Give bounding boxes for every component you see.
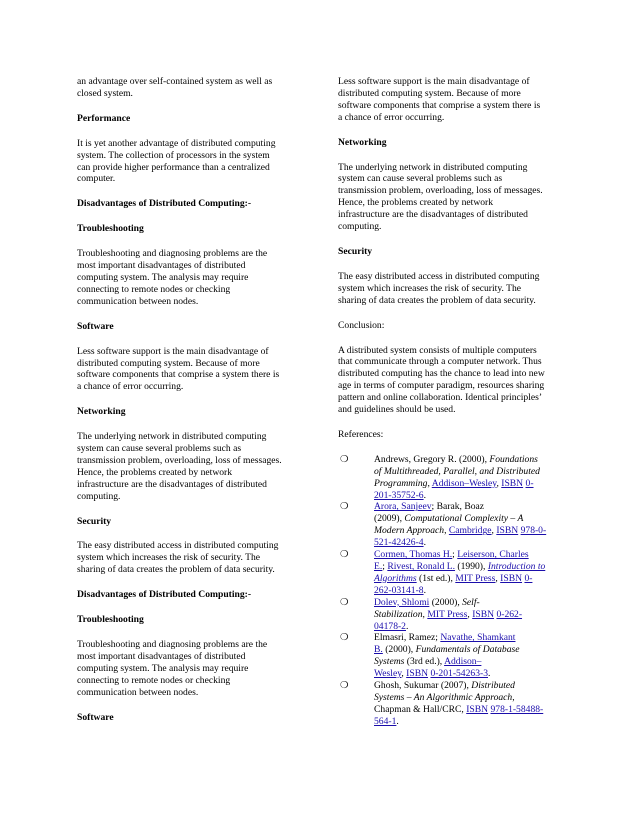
section-heading-troubleshooting: Troubleshooting <box>77 223 144 235</box>
reference-text: , <box>422 608 428 620</box>
reference-title: Foundations <box>489 453 538 465</box>
left-intro <box>77 76 309 100</box>
reference-link[interactable]: ISBN <box>466 703 489 715</box>
section-heading-software: Software <box>77 711 114 723</box>
text-line: infrastructure are the disadvantages of distributed <box>338 209 528 221</box>
reference-title: Systems – An Algorithmic Approach <box>374 691 513 703</box>
text-line: system which increases the risk of security. The <box>77 552 261 564</box>
reference-link[interactable]: 201-35752-6 <box>374 489 424 501</box>
section-heading-networking: Networking <box>77 406 126 418</box>
reference-title: Computational Complexity – A <box>404 513 524 525</box>
text-line: that communicate through a computer network. Thus <box>338 356 542 368</box>
reference-link[interactable]: Rivest, Ronald L. <box>387 561 456 572</box>
reference-line <box>374 454 570 466</box>
reference-link[interactable]: ISBN <box>406 668 429 680</box>
text-line: Hence, the problems created by network <box>338 197 494 209</box>
section-paragraph <box>77 138 309 186</box>
reference-line <box>374 656 570 668</box>
conclusion-label: Conclusion: <box>338 319 385 331</box>
reference-line <box>374 478 570 490</box>
reference-text: , <box>495 572 501 584</box>
reference-title: Modern Approach <box>374 525 445 537</box>
reference-line <box>374 704 570 716</box>
reference-link[interactable]: 978-1-58488- <box>490 703 544 715</box>
reference-line <box>374 692 570 704</box>
reference-text: (1990), <box>455 561 488 572</box>
reference-text: . <box>405 620 409 632</box>
reference-text: ; <box>382 561 388 572</box>
conclusion-paragraph <box>338 345 570 416</box>
reference-line <box>374 501 570 513</box>
reference-link[interactable]: 0-201-54263-3 <box>430 668 488 680</box>
reference-item <box>338 597 570 633</box>
text-line: system can cause several problems such as <box>338 173 503 185</box>
reference-link[interactable]: ISBN <box>500 572 523 584</box>
text-line: connecting to remote nodes or checking <box>77 283 231 295</box>
reference-line <box>374 585 570 597</box>
reference-link[interactable]: E. <box>374 561 383 572</box>
reference-text: Chapman & Hall/CRC, <box>374 703 467 715</box>
text-line: an advantage over self-contained system as well as <box>77 76 273 87</box>
text-line: computing system. The analysis may require <box>77 662 249 674</box>
reference-link[interactable]: Wesley <box>374 668 402 680</box>
reference-link[interactable]: Cambridge <box>448 525 492 537</box>
reference-link[interactable]: B. <box>374 644 383 656</box>
text-line: a chance of error occurring. <box>338 111 445 123</box>
reference-text: . <box>396 715 399 727</box>
text-line: computer. <box>77 173 116 185</box>
reference-text: ; <box>452 549 458 561</box>
reference-text: , <box>491 525 497 537</box>
reference-line <box>374 466 570 478</box>
reference-item <box>338 632 570 680</box>
section-paragraph <box>77 540 309 576</box>
reference-line <box>374 680 570 692</box>
reference-link[interactable]: Introduction to <box>487 561 546 572</box>
section-paragraph <box>338 162 570 233</box>
text-line: Troubleshooting and diagnosing problems are the <box>77 248 268 260</box>
reference-line <box>374 632 570 644</box>
text-line: transmission problem, overloading, loss of messages. <box>77 454 282 466</box>
section-paragraph <box>338 271 570 307</box>
reference-line <box>374 537 570 549</box>
right-column <box>338 76 570 728</box>
reference-link[interactable]: 0- <box>525 477 534 489</box>
reference-line <box>374 621 570 633</box>
reference-line <box>374 525 570 537</box>
reference-text: , <box>401 668 407 680</box>
text-line: distributed computing system. Because of more <box>338 87 521 99</box>
reference-text: (3rd ed.), <box>404 656 445 668</box>
text-line: closed system. <box>77 87 133 99</box>
text-line: distributed computing system. Because of more <box>77 357 260 369</box>
section-heading-troubleshooting: Troubleshooting <box>77 614 144 626</box>
reference-title: Systems <box>374 656 405 668</box>
reference-text: Elmasri, Ramez; <box>374 632 441 644</box>
right-sections <box>338 137 570 307</box>
text-line: computing. <box>77 490 121 502</box>
reference-link[interactable]: 262-03141-8 <box>374 584 424 596</box>
reference-title: of Multithreaded, Parallel, and Distributed <box>374 465 540 477</box>
reference-item <box>338 454 570 502</box>
references-list <box>338 454 570 728</box>
section-heading-disadvantages-of-distributed-computing: Disadvantages of Distributed Computing:- <box>77 589 252 601</box>
bullet-circle-icon: ❍ <box>340 501 349 513</box>
text-line: most important disadvantages of distributed <box>77 260 246 272</box>
reference-link[interactable]: 04178-2 <box>374 620 406 632</box>
text-line: sharing of data creates the problem of data security. <box>338 294 536 306</box>
text-line: sharing of data creates the problem of data security. <box>77 564 275 576</box>
reference-line <box>374 561 570 573</box>
left-sections <box>77 113 309 724</box>
text-line: Less software support is the main disadvantage of <box>338 76 530 87</box>
text-line: It is yet another advantage of distributed computing <box>77 137 276 149</box>
section-heading-security: Security <box>77 515 112 527</box>
text-line: software components that comprise a system there is <box>77 369 280 381</box>
reference-item <box>338 680 570 728</box>
left-column <box>77 76 309 736</box>
reference-text: , <box>444 525 449 537</box>
reference-link[interactable]: ISBN <box>472 608 495 620</box>
text-line: system can cause several problems such as <box>77 443 242 455</box>
reference-link[interactable]: MIT Press <box>455 572 496 584</box>
section-paragraph <box>77 248 309 308</box>
section-paragraph <box>77 639 309 699</box>
reference-text: , <box>512 691 515 703</box>
reference-line <box>374 644 570 656</box>
bullet-circle-icon: ❍ <box>340 632 349 644</box>
reference-text: ; Barak, Boaz <box>431 501 485 513</box>
reference-text: . <box>488 668 491 680</box>
text-line: Hence, the problems created by network <box>77 466 233 478</box>
reference-link[interactable]: Cormen, Thomas H. <box>374 549 453 561</box>
text-line: computing system. The analysis may require <box>77 271 249 283</box>
reference-link[interactable]: Addison–Wesley <box>431 477 497 489</box>
text-line: infrastructure are the disadvantages of distributed <box>77 478 267 490</box>
text-line: connecting to remote nodes or checking <box>77 674 231 686</box>
reference-line <box>374 609 570 621</box>
reference-title: Distributed <box>471 680 515 692</box>
bullet-circle-icon: ❍ <box>340 596 349 608</box>
reference-item <box>338 501 570 549</box>
reference-line <box>374 716 570 728</box>
reference-text: , <box>467 608 473 620</box>
reference-item <box>338 549 570 597</box>
reference-link[interactable]: Navathe, Shamkant <box>440 632 516 644</box>
bullet-circle-icon: ❍ <box>340 549 349 561</box>
reference-link[interactable]: ISBN <box>501 477 524 489</box>
reference-link[interactable]: 521-42426-4 <box>374 537 424 549</box>
reference-text: . <box>423 584 426 596</box>
reference-title: Stabilization <box>374 608 423 620</box>
section-heading-disadvantages-of-distributed-computing: Disadvantages of Distributed Computing:- <box>77 198 252 210</box>
section-heading-networking: Networking <box>338 136 387 148</box>
section-heading-software: Software <box>77 320 114 332</box>
reference-link[interactable]: 978-0- <box>520 525 547 537</box>
bullet-circle-icon: ❍ <box>340 453 349 465</box>
reference-text: Andrews, Gregory R. (2000), <box>374 453 490 465</box>
reference-line <box>374 549 570 561</box>
reference-line <box>374 573 570 585</box>
reference-text: (2000), <box>429 596 463 608</box>
section-heading-security: Security <box>338 245 373 257</box>
reference-line <box>374 668 570 680</box>
reference-link[interactable]: ISBN <box>496 525 519 537</box>
text-line: distributed computing has the chance to lead into new <box>338 368 545 380</box>
section-heading-performance: Performance <box>77 112 131 124</box>
reference-text: Ghosh, Sukumar (2007), <box>374 680 472 692</box>
bullet-circle-icon: ❍ <box>340 680 349 692</box>
reference-link[interactable]: MIT Press <box>427 608 468 620</box>
reference-link[interactable]: 0-262- <box>496 608 523 620</box>
reference-text: (2009), <box>374 513 405 525</box>
text-line: system. The collection of processors in the system <box>77 149 270 161</box>
reference-link[interactable]: 0- <box>524 572 533 584</box>
section-paragraph <box>77 346 309 394</box>
references-label: References: <box>338 428 384 440</box>
text-line: most important disadvantages of distributed <box>77 650 246 662</box>
text-line: communication between nodes. <box>77 686 199 698</box>
reference-link[interactable]: 564-1 <box>374 715 397 727</box>
reference-text: , <box>427 477 432 489</box>
text-line: age in terms of computer paradigm, resources sharing <box>338 380 545 392</box>
text-line: can provide higher performance than a centralized <box>77 161 270 173</box>
text-line: The underlying network in distributed computing <box>338 161 528 173</box>
reference-line <box>374 597 570 609</box>
reference-line <box>374 513 570 525</box>
text-line: The underlying network in distributed computing <box>77 431 267 443</box>
reference-link[interactable]: Addison– <box>444 656 482 668</box>
text-line: Less software support is the main disadvantage of <box>77 345 269 357</box>
text-line: Troubleshooting and diagnosing problems are the <box>77 639 268 650</box>
reference-link[interactable]: Arora, Sanjeev <box>374 501 432 513</box>
text-line: software components that comprise a system there is <box>338 99 541 111</box>
text-line: The easy distributed access in distributed computing <box>77 540 279 552</box>
reference-text: . <box>423 489 426 501</box>
right-intro <box>338 76 570 124</box>
text-line: computing. <box>338 221 382 233</box>
reference-text: (1st ed.), <box>416 572 456 584</box>
reference-line <box>374 490 570 502</box>
reference-title: Fundamentals of Database <box>415 644 520 656</box>
text-line: pattern and online collaboration. Identical principles’ <box>338 392 543 404</box>
reference-link[interactable]: Algorithms <box>374 572 417 584</box>
text-line: system which increases the risk of security. The <box>338 282 522 294</box>
reference-title: Programming <box>374 477 428 489</box>
section-paragraph <box>77 431 309 502</box>
reference-text: (2000), <box>382 644 416 656</box>
reference-link[interactable]: Dolev, Shlomi <box>374 596 430 608</box>
text-line: A distributed system consists of multiple computers <box>338 344 537 356</box>
text-line: communication between nodes. <box>77 295 199 307</box>
reference-text: . <box>423 537 426 549</box>
reference-text: , <box>496 477 502 489</box>
text-line: a chance of error occurring. <box>77 381 184 393</box>
reference-title: Self- <box>462 596 480 608</box>
text-line: transmission problem, overloading, loss of messages. <box>338 185 543 197</box>
reference-link[interactable]: Leiserson, Charles <box>457 549 529 561</box>
text-line: The easy distributed access in distributed computing <box>338 270 540 282</box>
text-line: and guidelines should be used. <box>338 404 456 416</box>
